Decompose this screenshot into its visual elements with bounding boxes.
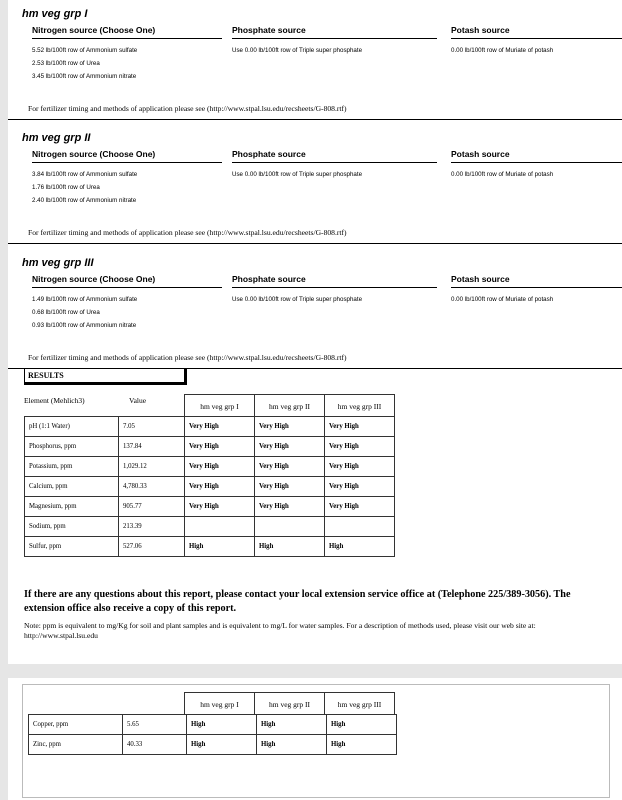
rating-cell [185,517,255,537]
group-title: hm veg grp I [22,8,88,20]
timing-note: For fertilizer timing and methods of application please see (http://www.stpal.lsu.edu/recsheets/G-808.rtf) [28,353,347,362]
element-cell: Sulfur, ppm [25,537,119,557]
table-row [29,715,397,735]
phosphate-value: Use 0.00 lb/100ft row of Triple super phosphate [232,171,363,178]
element-column-header: Element (Mehlich3) [24,396,85,405]
rating-cell: Very High [255,497,325,517]
phosphate-value: Use 0.00 lb/100ft row of Triple super phosphate [232,296,363,303]
potash-header: Potash source [451,149,622,163]
results-table [24,416,395,557]
rating-cell: High [185,537,255,557]
rating-cell: High [257,735,327,755]
rating-cell: Very High [325,497,395,517]
units-note: Note: ppm is equivalent to mg/Kg for soil and plant samples and is equivalent to mg/L for water samples. For a description of methods used, please visit our web site at: http://www.stpal.lsu.edu [24,621,536,640]
element-cell: Phosphorus, ppm [25,437,119,457]
rating-cell: High [325,537,395,557]
rating-cell: Very High [185,497,255,517]
rating-cell [325,517,395,537]
section-divider [8,119,622,120]
rating-cell: High [327,735,397,755]
rating-cell: Very High [185,457,255,477]
nitrogen-option: 0.93 lb/100ft row of Ammonium nitrate [32,321,137,329]
group-title: hm veg grp III [22,257,94,269]
value-cell: 905.77 [119,497,185,517]
group-column-header: hm veg grp III [324,692,395,715]
rating-cell: High [187,715,257,735]
table-row [25,517,395,537]
element-cell: Copper, ppm [29,715,123,735]
group-column-header: hm veg grp II [254,692,325,715]
rating-cell: Very High [255,457,325,477]
nitrogen-header: Nitrogen source (Choose One) [32,25,222,39]
rating-cell: High [255,537,325,557]
potash-value: 0.00 lb/100ft row of Muriate of potash [451,296,554,303]
group-column-header: hm veg grp II [254,394,325,417]
section-divider [8,243,622,244]
rating-cell: Very High [255,477,325,497]
rating-cell: Very High [325,437,395,457]
report-page-2 [8,678,622,800]
element-cell: Magnesium, ppm [25,497,119,517]
phosphate-value: Use 0.00 lb/100ft row of Triple super phosphate [232,47,363,54]
micronutrient-table [28,714,397,755]
element-cell: pH (1:1 Water) [25,417,119,437]
group-column-header: hm veg grp I [184,394,255,417]
rating-cell: Very High [325,417,395,437]
nitrogen-header: Nitrogen source (Choose One) [32,274,222,288]
element-cell: Calcium, ppm [25,477,119,497]
timing-note: For fertilizer timing and methods of application please see (http://www.stpal.lsu.edu/recsheets/G-808.rtf) [28,228,347,237]
group-column-header: hm veg grp III [324,394,395,417]
element-cell: Potassium, ppm [25,457,119,477]
nitrogen-option: 1.49 lb/100ft row of Ammonium sulfate [32,296,138,303]
potash-header: Potash source [451,25,622,39]
potash-value: 0.00 lb/100ft row of Muriate of potash [451,171,554,178]
potash-header: Potash source [451,274,622,288]
value-cell: 40.33 [123,735,187,755]
group-column-header: hm veg grp I [184,692,255,715]
nitrogen-option: 0.68 lb/100ft row of Urea [32,308,100,316]
rating-cell: Very High [185,437,255,457]
phosphate-header: Phosphate source [232,274,437,288]
value-cell: 137.84 [119,437,185,457]
table-row [25,477,395,497]
value-cell: 527.06 [119,537,185,557]
nitrogen-header: Nitrogen source (Choose One) [32,149,222,163]
table-row [25,417,395,437]
nitrogen-values [32,294,137,332]
rating-cell: Very High [325,457,395,477]
rating-cell: Very High [185,477,255,497]
rating-cell [255,517,325,537]
rating-cell: Very High [325,477,395,497]
phosphate-header: Phosphate source [232,149,437,163]
nitrogen-option: 3.45 lb/100ft row of Ammonium nitrate [32,72,137,80]
nitrogen-values [32,169,137,207]
nitrogen-option: 2.40 lb/100ft row of Ammonium nitrate [32,196,137,204]
rating-cell: Very High [185,417,255,437]
nitrogen-option: 2.53 lb/100ft row of Urea [32,59,100,67]
element-cell: Zinc, ppm [29,735,123,755]
nitrogen-option: 5.52 lb/100ft row of Ammonium sulfate [32,47,138,54]
table-row [25,537,395,557]
rating-cell: Very High [255,437,325,457]
nitrogen-values [32,45,137,83]
contact-message: If there are any questions about this report, please contact your local extension service office at (Telephone 225/389-3056). The extension office also receive a copy of this report. [24,589,571,614]
value-cell: 7.05 [119,417,185,437]
timing-note: For fertilizer timing and methods of application please see (http://www.stpal.lsu.edu/recsheets/G-808.rtf) [28,104,347,113]
table-row [25,497,395,517]
potash-value: 0.00 lb/100ft row of Muriate of potash [451,47,554,54]
rating-cell: High [327,715,397,735]
group-title: hm veg grp II [22,132,91,144]
value-cell: 1,029.12 [119,457,185,477]
value-cell: 5.65 [123,715,187,735]
table-row [25,457,395,477]
nitrogen-option: 3.84 lb/100ft row of Ammonium sulfate [32,171,138,178]
report-page-1 [8,0,622,664]
phosphate-header: Phosphate source [232,25,437,39]
rating-cell: High [187,735,257,755]
element-cell: Sodium, ppm [25,517,119,537]
nitrogen-option: 1.76 lb/100ft row of Urea [32,183,100,191]
table-row [25,437,395,457]
value-cell: 4,780.33 [119,477,185,497]
results-label: RESULTS [24,368,187,385]
rating-cell: Very High [255,417,325,437]
table-row [29,735,397,755]
value-column-header: Value [129,396,147,405]
rating-cell: High [257,715,327,735]
value-cell: 213.39 [119,517,185,537]
